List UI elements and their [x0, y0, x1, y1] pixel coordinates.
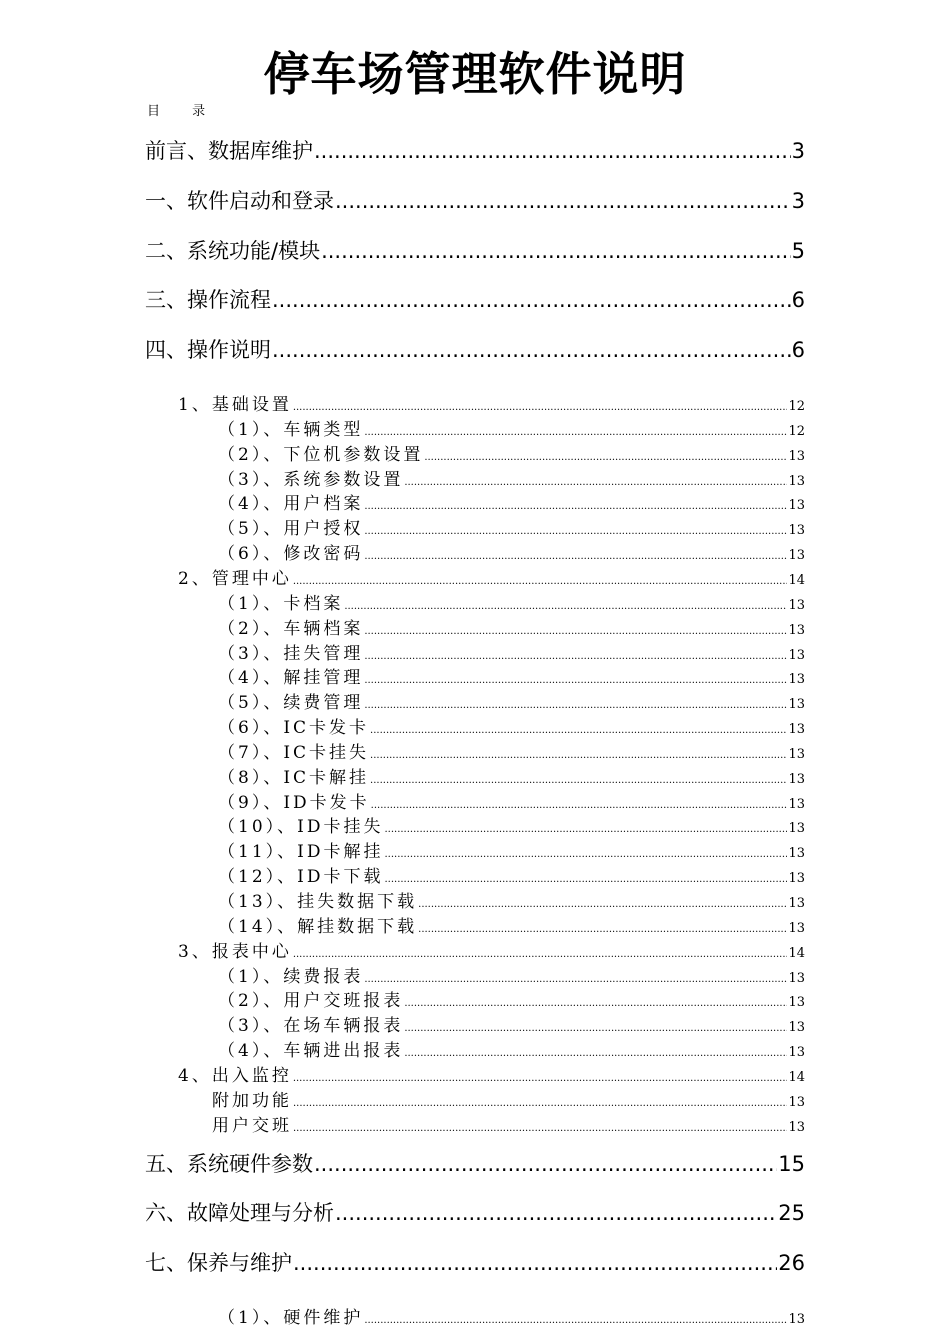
toc-dot-leader: [272, 285, 791, 315]
toc-section-entry[interactable]: [218, 716, 805, 740]
toc-section-entry[interactable]: [218, 517, 805, 541]
toc-dot-leader: [344, 595, 787, 616]
toc-entry-label: 1、基础设置: [178, 395, 292, 415]
toc-dot-leader: [404, 992, 787, 1013]
toc-entry-label: 3、报表中心: [178, 941, 292, 962]
toc-section-entry[interactable]: [218, 542, 805, 566]
toc-dot-leader: [314, 1149, 777, 1179]
toc-chapter-entry[interactable]: [145, 335, 805, 365]
toc-dot-leader: [364, 645, 787, 666]
toc-dot-leader: [364, 669, 787, 690]
toc-dot-leader: [314, 136, 791, 166]
toc-entry-label: （6）、IC卡发卡: [218, 718, 370, 739]
toc-chapter-entry[interactable]: [145, 1248, 805, 1278]
toc-dot-leader: [293, 1067, 788, 1088]
toc-entry-label: （3）、在场车辆报表: [218, 1016, 404, 1037]
toc-dot-leader: [370, 719, 787, 740]
toc-entry-page-number: 26: [778, 1251, 805, 1276]
toc-dot-leader: [293, 1117, 787, 1138]
toc-entry-label: （3）、系统参数设置: [218, 469, 404, 490]
toc-entry-page-number: 13: [788, 771, 805, 787]
toc-dot-leader: [293, 1248, 777, 1278]
toc-entry-label: （5）、续费管理: [218, 693, 364, 714]
toc-entry-label: 2、管理中心: [178, 568, 292, 589]
toc-section-entry[interactable]: [218, 766, 805, 790]
toc-entry-page-number: 14: [788, 1069, 805, 1085]
toc-section-entry[interactable]: [218, 890, 805, 914]
toc-entry-label: （4）、车辆进出报表: [218, 1041, 404, 1062]
toc-dot-leader: [371, 794, 788, 815]
toc-entry-label: （9）、ID卡发卡: [218, 792, 370, 813]
toc-dot-leader: [335, 186, 791, 216]
toc-entry-label: （7）、IC卡挂失: [218, 742, 370, 763]
toc-entry-page-number: 13: [788, 597, 805, 613]
toc-entry-label: （2）、车辆档案: [218, 618, 364, 639]
toc-section-entry[interactable]: [218, 915, 805, 939]
toc-dot-leader: [404, 1042, 787, 1063]
toc-entry-label: （1）、卡档案: [218, 593, 344, 614]
toc-section-entry[interactable]: [218, 666, 805, 690]
toc-section-entry[interactable]: [218, 617, 805, 641]
toc-section-entry[interactable]: [212, 1114, 805, 1138]
toc-dot-leader: [384, 843, 787, 864]
toc-section-entry[interactable]: [218, 815, 805, 839]
toc-entry-label: （13）、挂失数据下载: [218, 892, 418, 912]
toc-entry-label: （2）、下位机参数设置: [218, 444, 424, 465]
toc-entry-page-number: 5: [791, 238, 805, 263]
toc-entry-page-number: 13: [788, 498, 805, 514]
toc-entry-page-number: 13: [788, 821, 805, 837]
toc-entry-label: （12）、ID卡下载: [218, 867, 384, 888]
toc-entry-page-number: 6: [791, 288, 805, 313]
toc-entry-page-number: 13: [788, 722, 805, 738]
toc-section-entry[interactable]: [218, 840, 805, 864]
toc-section-entry[interactable]: [218, 642, 805, 666]
toc-section-entry[interactable]: [218, 443, 805, 467]
toc-entry-label: 三、操作流程: [145, 288, 271, 313]
toc-section-entry[interactable]: [218, 592, 805, 616]
toc-entry-label: 六、故障处理与分析: [145, 1201, 334, 1226]
toc-section-entry[interactable]: [178, 393, 805, 417]
toc-dot-leader: [364, 620, 787, 641]
toc-entry-page-number: 14: [788, 945, 805, 961]
toc-entry-label: （2）、用户交班报表: [218, 991, 404, 1012]
toc-chapter-entry[interactable]: [145, 285, 805, 315]
toc-dot-leader: [364, 520, 787, 541]
toc-entry-page-number: 3: [791, 188, 805, 213]
toc-entry-page-number: 13: [788, 523, 805, 539]
toc-entry-label: （1）、车辆类型: [218, 419, 364, 440]
toc-entry-page-number: 13: [788, 1020, 805, 1036]
toc-dot-leader: [364, 694, 787, 715]
toc-dot-leader: [293, 1092, 787, 1113]
toc-entry-label: 前言、数据库维护: [145, 139, 313, 163]
toc-section-entry[interactable]: [218, 741, 805, 765]
toc-entry-page-number: 13: [788, 1119, 805, 1135]
toc-entry-label: （8）、IC卡解挂: [218, 767, 370, 788]
toc-entry-page-number: 13: [788, 746, 805, 762]
toc-entry-page-number: 13: [788, 920, 805, 936]
toc-dot-leader: [364, 968, 787, 989]
toc-entry-page-number: 13: [788, 697, 805, 713]
toc-entry-page-number: 13: [788, 1045, 805, 1061]
toc-entry-label: 四、操作说明: [145, 338, 271, 363]
toc-entry-page-number: 13: [788, 647, 805, 663]
toc-section-entry[interactable]: [218, 1014, 805, 1038]
toc-section-entry[interactable]: [218, 418, 805, 442]
toc-entry-page-number: 13: [788, 622, 805, 638]
toc-entry-page-number: 13: [788, 672, 805, 688]
toc-dot-leader: [418, 918, 787, 939]
toc-dot-leader: [335, 1198, 777, 1228]
toc-entry-label: （4）、解挂管理: [218, 668, 364, 689]
toc-section-entry[interactable]: [178, 567, 805, 591]
toc-entry-page-number: 13: [788, 448, 805, 464]
toc-chapter-entry[interactable]: [145, 236, 805, 266]
toc-entry-label: （1）、硬件维护: [218, 1307, 364, 1328]
toc-entry-page-number: 13: [788, 871, 805, 887]
toc-section-entry[interactable]: [218, 791, 805, 815]
toc-entry-label: 七、保养与维护: [145, 1251, 292, 1276]
toc-entry-page-number: 13: [788, 796, 805, 812]
toc-entry-label: 4、出入监控: [178, 1065, 292, 1086]
toc-entry-page-number: 15: [778, 1151, 805, 1176]
toc-entry-page-number: 14: [788, 572, 805, 588]
toc-dot-leader: [370, 744, 787, 765]
toc-entry-page-number: 13: [788, 970, 805, 986]
toc-section-entry[interactable]: [218, 492, 805, 516]
toc-section-entry[interactable]: [218, 989, 805, 1013]
toc-entry-page-number: 12: [788, 423, 805, 439]
toc-section-entry[interactable]: [218, 1039, 805, 1063]
toc-entry-label: 一、软件启动和登录: [145, 188, 334, 213]
toc-chapter-entry[interactable]: [145, 1149, 805, 1179]
toc-entry-page-number: 13: [788, 473, 805, 489]
toc-dot-leader: [364, 545, 787, 566]
toc-entry-label: （14）、解挂数据下载: [218, 916, 418, 937]
toc-dot-leader: [293, 396, 788, 417]
toc-entry-page-number: 13: [788, 1311, 805, 1327]
toc-dot-leader: [418, 893, 787, 914]
toc-chapter-entry[interactable]: [145, 186, 805, 216]
toc-entry-label: （1）、续费报表: [218, 966, 364, 987]
toc-entry-page-number: 13: [788, 896, 805, 911]
toc-entry-label: （5）、用户授权: [218, 519, 364, 540]
toc-dot-leader: [321, 236, 791, 266]
toc-dot-leader: [364, 495, 787, 516]
toc-entry-label: 二、系统功能/模块: [145, 238, 321, 263]
toc-dot-leader: [293, 570, 788, 591]
toc-entry-label: 用户交班: [212, 1115, 292, 1136]
toc-dot-leader: [272, 335, 791, 365]
toc-section-entry[interactable]: [218, 468, 805, 492]
toc-heading: 目 录: [147, 104, 220, 119]
toc-entry-page-number: 3: [791, 139, 805, 163]
toc-entry-page-number: 13: [788, 995, 805, 1011]
document-title: 停车场管理软件说明: [263, 47, 687, 101]
toc-dot-leader: [364, 1309, 787, 1330]
toc-entry-label: （3）、挂失管理: [218, 643, 364, 664]
toc-section-entry[interactable]: [178, 1064, 805, 1088]
toc-entry-label: （4）、用户档案: [218, 494, 364, 515]
toc-entry-label: 五、系统硬件参数: [145, 1151, 313, 1176]
toc-entry-label: （11）、ID卡解挂: [218, 842, 384, 863]
toc-entry-page-number: 25: [778, 1201, 805, 1226]
toc-entry-page-number: 6: [791, 338, 805, 363]
toc-dot-leader: [384, 818, 787, 839]
toc-dot-leader: [404, 1017, 787, 1038]
toc-section-entry[interactable]: [218, 1306, 805, 1330]
toc-dot-leader: [384, 868, 787, 889]
toc-entry-page-number: 13: [788, 846, 805, 862]
toc-section-entry[interactable]: [212, 1089, 805, 1113]
toc-dot-leader: [424, 446, 787, 467]
toc-entry-label: 附加功能: [212, 1090, 292, 1111]
toc-entry-page-number: 12: [788, 399, 805, 414]
toc-dot-leader: [293, 943, 788, 964]
toc-section-entry[interactable]: [218, 965, 805, 989]
toc-entry-page-number: 13: [788, 548, 805, 564]
toc-section-entry[interactable]: [218, 691, 805, 715]
toc-entry-label: （6）、修改密码: [218, 544, 364, 565]
toc-section-entry[interactable]: [178, 940, 805, 964]
toc-chapter-entry[interactable]: [145, 1198, 805, 1228]
toc-dot-leader: [404, 471, 787, 492]
toc-chapter-entry[interactable]: [145, 136, 805, 166]
toc-section-entry[interactable]: [218, 865, 805, 889]
toc-entry-label: （10）、ID卡挂失: [218, 817, 384, 838]
toc-dot-leader: [370, 769, 787, 790]
toc-entry-page-number: 13: [788, 1094, 805, 1110]
toc-dot-leader: [364, 421, 787, 442]
